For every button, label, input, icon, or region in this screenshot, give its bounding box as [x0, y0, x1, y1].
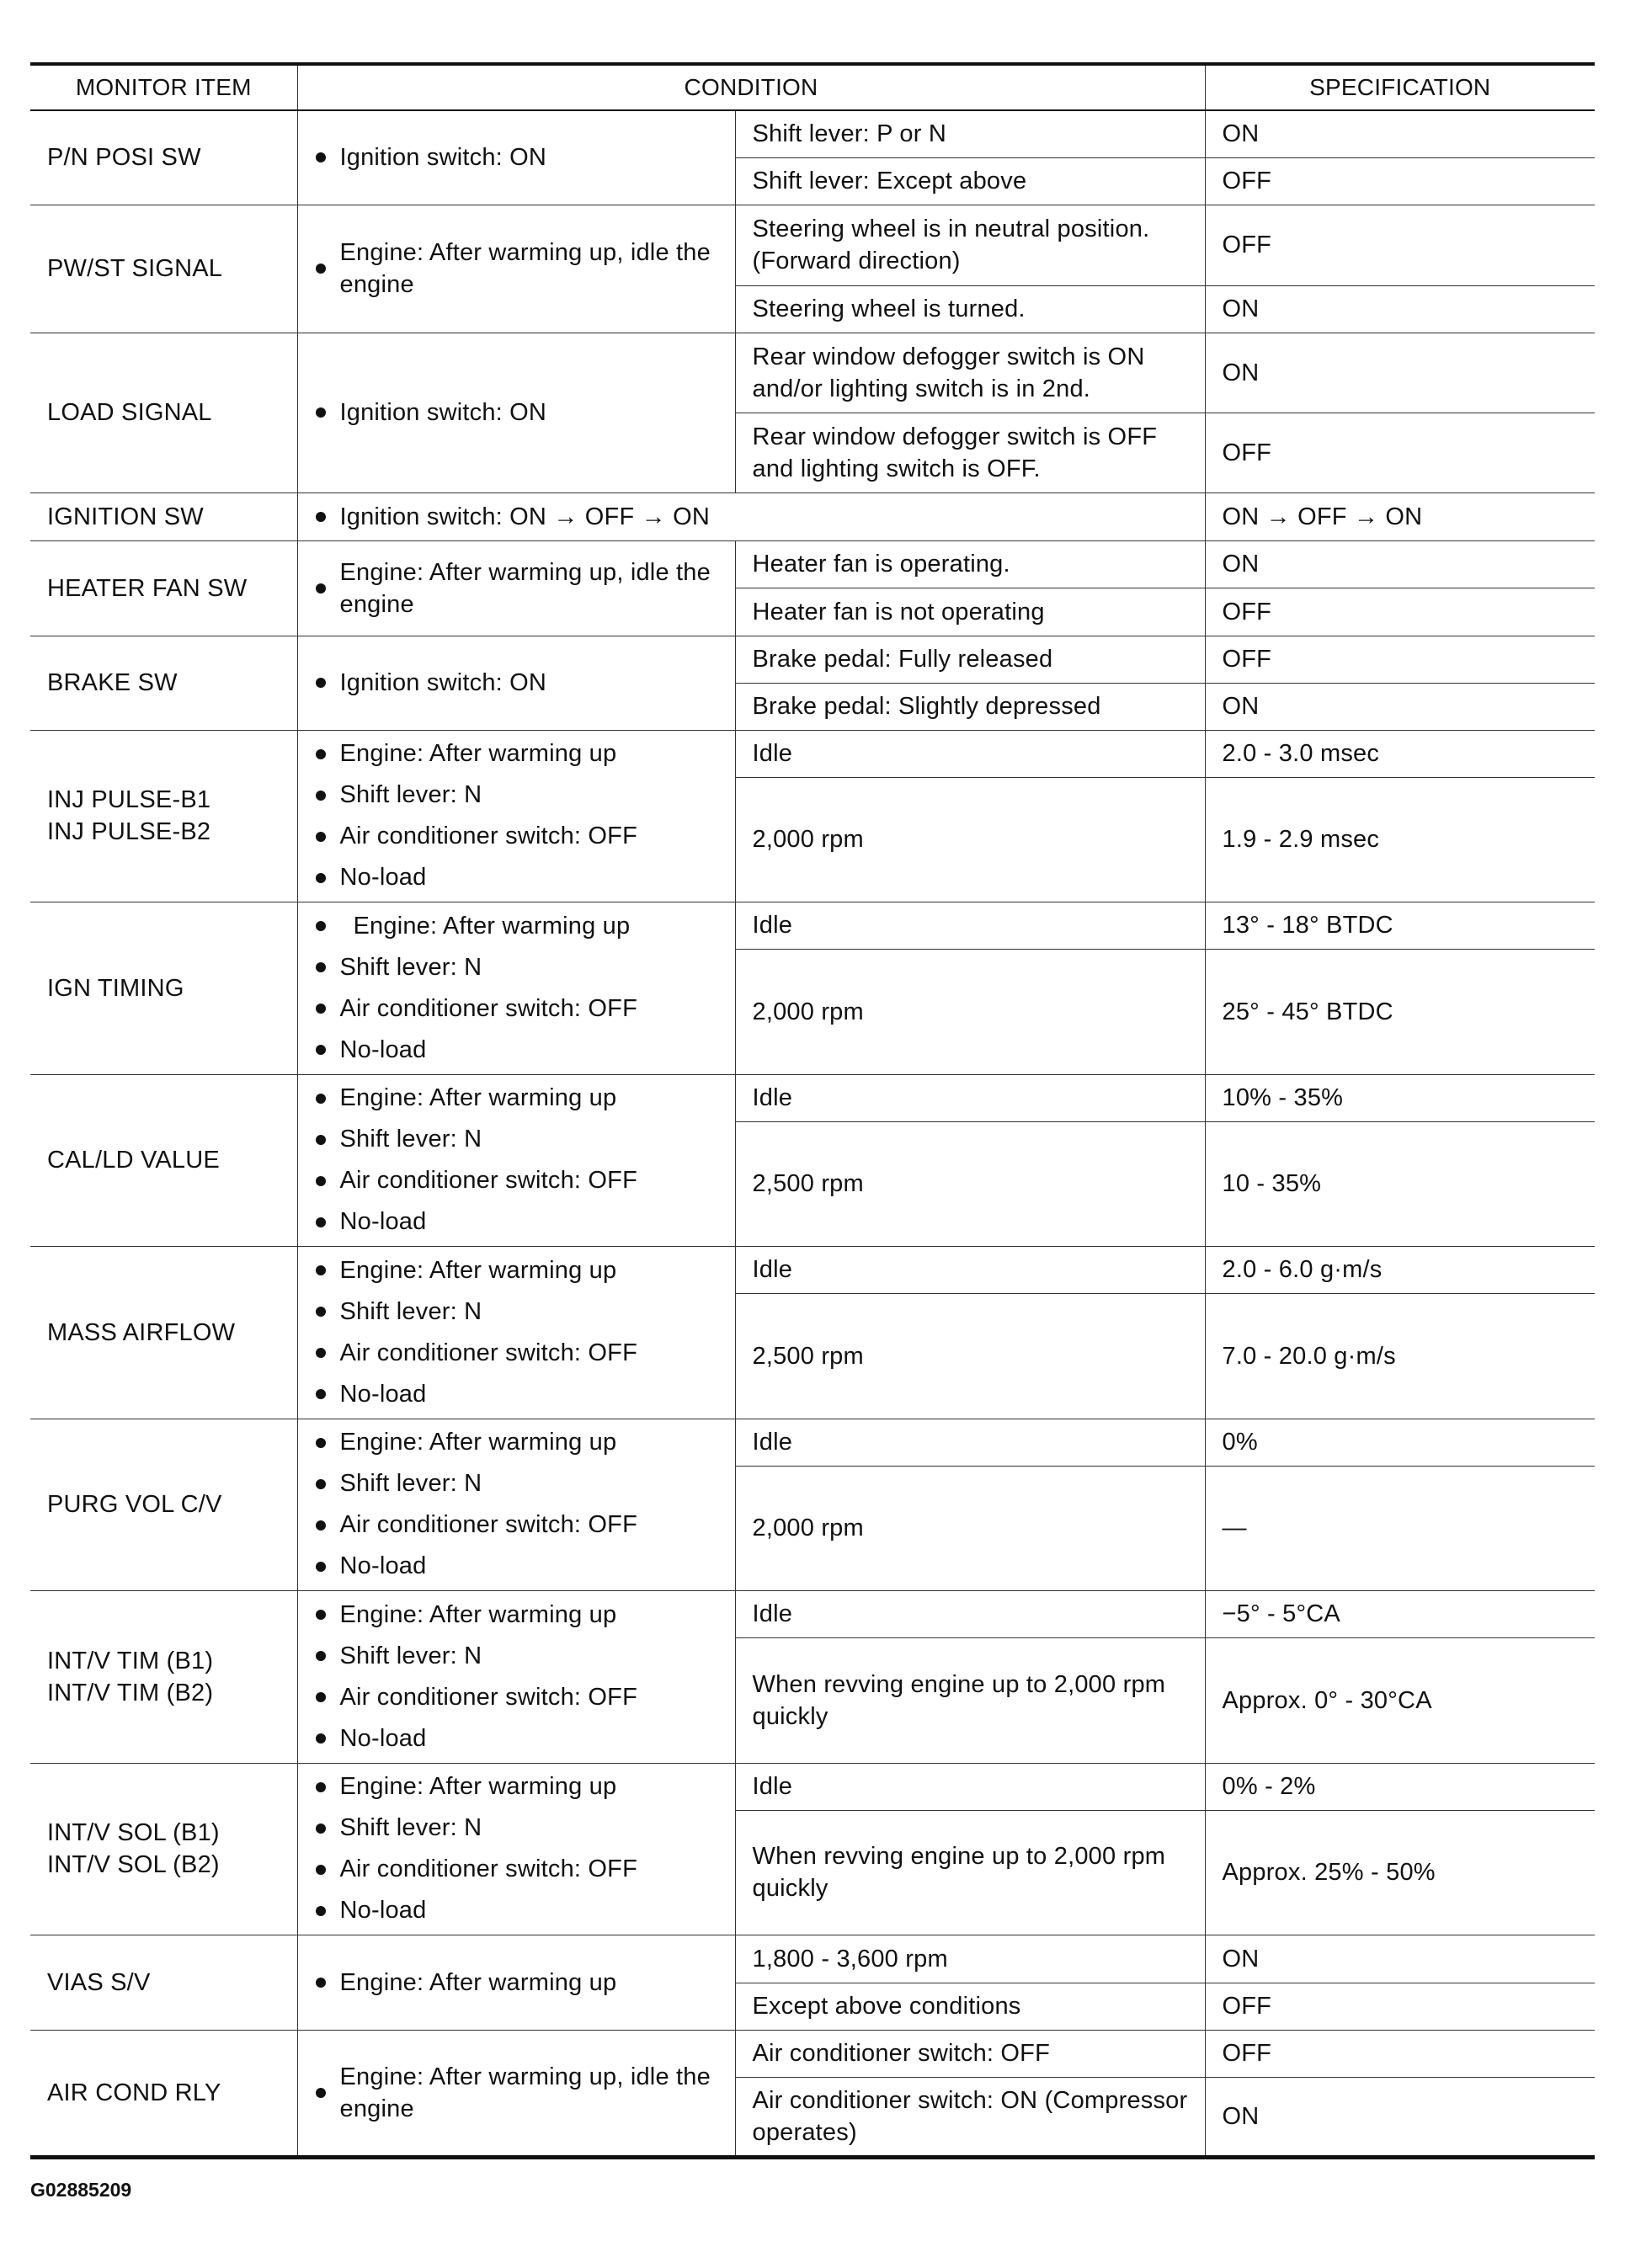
specification-cell: 25° - 45° BTDC	[1205, 949, 1595, 1074]
condition-bullet: Ignition switch: ON	[315, 397, 718, 429]
bullet-icon	[316, 1045, 326, 1055]
table-row	[30, 902, 1595, 949]
specification-cell: 7.0 - 20.0 g·m/s	[1205, 1293, 1595, 1419]
bullet-icon	[316, 1348, 326, 1358]
condition-bullet: Engine: After warming up	[315, 1967, 718, 1999]
condition-cell	[297, 2030, 735, 2157]
condition-cell	[297, 636, 735, 730]
specification-cell: ON	[1205, 1935, 1595, 1983]
monitor-item-table-sheet	[30, 62, 1595, 2159]
condition-bullet: Engine: After warming up	[315, 1422, 718, 1463]
table-row	[30, 1763, 1595, 1810]
condition-bullet: Ignition switch: ON	[315, 667, 718, 699]
sub-condition-cell: Except above conditions	[735, 1983, 1205, 2030]
specification-cell: ON	[1205, 110, 1595, 157]
condition-bullet: No-load	[315, 1374, 718, 1415]
condition-cell	[297, 1419, 735, 1590]
header-monitor-item: MONITOR ITEM	[30, 64, 297, 110]
monitor-item-cell	[30, 1763, 297, 1935]
monitor-item-label: VIAS S/V	[47, 1968, 151, 1996]
condition-cell	[297, 1074, 735, 1246]
condition-bullet: Engine: After warming up, idle the engine	[315, 2061, 718, 2125]
monitor-item-cell	[30, 636, 297, 730]
condition-cell	[297, 1763, 735, 1935]
bullet-icon	[316, 407, 326, 418]
sub-condition-cell: Idle	[735, 1590, 1205, 1637]
bullet-icon	[316, 1978, 326, 1988]
table-row	[30, 1074, 1595, 1121]
monitor-item-label: LOAD SIGNAL	[47, 399, 212, 426]
monitor-item-label: INJ PULSE-B2	[47, 818, 211, 845]
monitor-item-label: INJ PULSE-B1	[47, 786, 211, 813]
specification-cell: Approx. 25% - 50%	[1205, 1810, 1595, 1935]
table-row	[30, 2030, 1595, 2077]
specification-cell: OFF	[1205, 588, 1595, 636]
condition-bullet: Air conditioner switch: OFF	[315, 1504, 718, 1546]
bullet-icon	[316, 1438, 326, 1448]
specification-cell: —	[1205, 1466, 1595, 1590]
condition-cell	[297, 110, 735, 205]
condition-cell	[297, 205, 735, 333]
specification-cell: ON	[1205, 2077, 1595, 2157]
bullet-icon	[316, 1176, 326, 1186]
monitor-item-cell	[30, 1590, 297, 1763]
sub-condition-cell: 2,500 rpm	[735, 1293, 1205, 1419]
condition-cell	[297, 730, 735, 902]
specification-cell: OFF	[1205, 1983, 1595, 2030]
specification-cell: OFF	[1205, 157, 1595, 205]
condition-bullet: Engine: After warming up	[315, 1766, 718, 1807]
bullet-icon	[316, 678, 326, 688]
table-row	[30, 205, 1595, 285]
monitor-item-label: PW/ST SIGNAL	[47, 255, 223, 282]
bullet-icon	[316, 2088, 326, 2098]
table-row	[30, 492, 1595, 540]
table-row	[30, 636, 1595, 683]
bullet-icon	[316, 512, 326, 522]
sub-condition-cell: 1,800 - 3,600 rpm	[735, 1935, 1205, 1983]
condition-bullet: Engine: After warming up	[315, 1078, 718, 1119]
monitor-item-cell	[30, 1419, 297, 1590]
condition-bullet: Ignition switch: ON → OFF → ON	[315, 501, 1188, 533]
bullet-icon	[316, 1135, 326, 1145]
condition-bullet: No-load	[315, 1546, 718, 1587]
monitor-item-cell	[30, 2030, 297, 2157]
sub-condition-cell: 2,500 rpm	[735, 1121, 1205, 1246]
figure-id-label: G02885209	[30, 2179, 132, 2201]
monitor-item-label: INT/V SOL (B1)	[47, 1819, 220, 1846]
bullet-icon	[316, 264, 326, 274]
condition-bullet: Engine: After warming up	[315, 733, 718, 775]
bullet-icon	[316, 1865, 326, 1875]
sub-condition-cell: Steering wheel is turned.	[735, 285, 1205, 333]
monitor-item-cell	[30, 730, 297, 902]
bullet-icon	[316, 1651, 326, 1661]
condition-cell	[297, 492, 1205, 540]
bullet-icon	[316, 1479, 326, 1489]
monitor-item-label: PURG VOL C/V	[47, 1491, 222, 1518]
bullet-icon	[316, 1610, 326, 1620]
sub-condition-cell: Idle	[735, 730, 1205, 777]
sub-condition-cell: 2,000 rpm	[735, 1466, 1205, 1590]
condition-bullet: Engine: After warming up	[315, 1250, 718, 1291]
header-specification: SPECIFICATION	[1205, 64, 1595, 110]
condition-cell	[297, 1590, 735, 1763]
condition-cell	[297, 1935, 735, 2030]
sub-condition-cell: Heater fan is operating.	[735, 540, 1205, 588]
specification-cell: ON	[1205, 285, 1595, 333]
table-row	[30, 1935, 1595, 1983]
condition-bullet: No-load	[315, 1201, 718, 1243]
bullet-icon	[316, 749, 326, 759]
condition-bullet: Air conditioner switch: OFF	[315, 988, 718, 1030]
condition-bullet: No-load	[315, 1030, 718, 1071]
condition-bullet: Engine: After warming up, idle the engine	[315, 556, 718, 620]
table-row	[30, 1590, 1595, 1637]
monitor-item-cell	[30, 205, 297, 333]
sub-condition-cell: Brake pedal: Slightly depressed	[735, 683, 1205, 730]
monitor-item-label: INT/V TIM (B1)	[47, 1647, 214, 1674]
bullet-icon	[316, 1307, 326, 1317]
sub-condition-cell: Shift lever: Except above	[735, 157, 1205, 205]
bullet-icon	[316, 1520, 326, 1531]
specification-cell: OFF	[1205, 413, 1595, 492]
condition-bullet: Shift lever: N	[315, 1463, 718, 1504]
bullet-icon	[316, 1906, 326, 1916]
bullet-icon	[316, 1733, 326, 1744]
sub-condition-cell: Idle	[735, 1419, 1205, 1466]
specification-cell: 0%	[1205, 1419, 1595, 1466]
condition-bullet: Shift lever: N	[315, 1636, 718, 1677]
condition-bullet: Air conditioner switch: OFF	[315, 816, 718, 857]
specification-cell: OFF	[1205, 2030, 1595, 2077]
monitor-item-label: CAL/LD VALUE	[47, 1147, 220, 1174]
monitor-item-label: P/N POSI SW	[47, 144, 201, 172]
table-row	[30, 1419, 1595, 1466]
monitor-item-cell	[30, 540, 297, 636]
specification-cell: ON	[1205, 540, 1595, 588]
condition-bullet: Engine: After warming up	[315, 1595, 718, 1636]
condition-cell	[297, 902, 735, 1074]
specification-cell: ON	[1205, 683, 1595, 730]
sub-condition-cell: Idle	[735, 1763, 1205, 1810]
bullet-icon	[316, 1782, 326, 1792]
bullet-icon	[316, 1562, 326, 1572]
monitor-item-label: AIR COND RLY	[47, 2079, 221, 2106]
monitor-item-label: BRAKE SW	[47, 669, 178, 696]
sub-condition-cell: Rear window defogger switch is ON and/or lighting switch is in 2nd.	[735, 333, 1205, 413]
monitor-item-cell	[30, 1074, 297, 1246]
sub-condition-cell: Idle	[735, 902, 1205, 949]
sub-condition-cell: 2,000 rpm	[735, 777, 1205, 902]
sub-condition-cell: Air conditioner switch: ON (Compressor operates)	[735, 2077, 1205, 2157]
condition-bullet: Air conditioner switch: OFF	[315, 1333, 718, 1374]
specification-cell: 2.0 - 3.0 msec	[1205, 730, 1595, 777]
condition-bullet: Shift lever: N	[315, 1807, 718, 1849]
condition-bullet: Air conditioner switch: OFF	[315, 1160, 718, 1201]
bullet-icon	[316, 583, 326, 594]
condition-bullet: No-load	[315, 857, 718, 898]
table-row	[30, 333, 1595, 413]
table-row	[30, 540, 1595, 588]
condition-bullet: Shift lever: N	[315, 775, 718, 816]
condition-bullet: No-load	[315, 1890, 718, 1931]
monitor-item-label: IGNITION SW	[47, 503, 204, 530]
sub-condition-cell: Brake pedal: Fully released	[735, 636, 1205, 683]
sub-condition-cell: Shift lever: P or N	[735, 110, 1205, 157]
monitor-item-cell	[30, 1935, 297, 2030]
condition-bullet: Shift lever: N	[315, 1119, 718, 1160]
bullet-icon	[316, 1094, 326, 1104]
condition-cell	[297, 333, 735, 492]
table-header-row	[30, 64, 1595, 110]
sub-condition-cell: When revving engine up to 2,000 rpm quickly	[735, 1637, 1205, 1763]
bullet-icon	[316, 1823, 326, 1834]
specification-cell: Approx. 0° - 30°CA	[1205, 1637, 1595, 1763]
monitor-item-cell	[30, 902, 297, 1074]
condition-bullet: Air conditioner switch: OFF	[315, 1677, 718, 1718]
specification-cell: 10 - 35%	[1205, 1121, 1595, 1246]
condition-bullet: No-load	[315, 1718, 718, 1760]
bullet-icon	[316, 1004, 326, 1014]
sub-condition-cell: When revving engine up to 2,000 rpm quickly	[735, 1810, 1205, 1935]
table-row	[30, 1246, 1595, 1293]
monitor-item-cell	[30, 1246, 297, 1419]
sub-condition-cell: Steering wheel is in neutral position. (Forward direction)	[735, 205, 1205, 285]
condition-bullet: Air conditioner switch: OFF	[315, 1849, 718, 1890]
monitor-item-label: MASS AIRFLOW	[47, 1318, 236, 1346]
monitor-item-label: HEATER FAN SW	[47, 574, 248, 602]
specification-cell: 2.0 - 6.0 g·m/s	[1205, 1246, 1595, 1293]
specification-cell: OFF	[1205, 636, 1595, 683]
monitor-item-cell	[30, 333, 297, 492]
bullet-icon	[316, 1692, 326, 1702]
monitor-item-cell	[30, 492, 297, 540]
bullet-icon	[316, 791, 326, 801]
monitor-item-cell	[30, 110, 297, 205]
specification-cell: 1.9 - 2.9 msec	[1205, 777, 1595, 902]
header-condition: CONDITION	[297, 64, 1205, 110]
bullet-icon	[316, 832, 326, 842]
bullet-icon	[316, 962, 326, 972]
table-row	[30, 730, 1595, 777]
condition-cell	[297, 540, 735, 636]
sub-condition-cell: Idle	[735, 1074, 1205, 1121]
specification-cell: ON → OFF → ON	[1205, 492, 1595, 540]
condition-bullet: Ignition switch: ON	[315, 141, 718, 173]
bullet-icon	[316, 1265, 326, 1275]
condition-bullet: Shift lever: N	[315, 947, 718, 988]
bullet-icon	[316, 152, 326, 162]
condition-bullet: Shift lever: N	[315, 1291, 718, 1333]
specification-cell: 10% - 35%	[1205, 1074, 1595, 1121]
specification-cell: ON	[1205, 333, 1595, 413]
sub-condition-cell: Air conditioner switch: OFF	[735, 2030, 1205, 2077]
specification-cell: 0% - 2%	[1205, 1763, 1595, 1810]
monitor-item-table	[30, 62, 1595, 2159]
bullet-icon	[316, 873, 326, 883]
bullet-icon	[316, 1217, 326, 1227]
monitor-item-label: INT/V SOL (B2)	[47, 1851, 220, 1878]
bullet-icon	[316, 921, 326, 931]
sub-condition-cell: 2,000 rpm	[735, 949, 1205, 1074]
sub-condition-cell: Rear window defogger switch is OFF and lighting switch is OFF.	[735, 413, 1205, 492]
condition-cell	[297, 1246, 735, 1419]
specification-cell: 13° - 18° BTDC	[1205, 902, 1595, 949]
condition-bullet: Engine: After warming up	[315, 906, 718, 947]
bullet-icon	[316, 1389, 326, 1399]
specification-cell: OFF	[1205, 205, 1595, 285]
monitor-item-label: IGN TIMING	[47, 974, 184, 1002]
table-row	[30, 110, 1595, 157]
specification-cell: −5° - 5°CA	[1205, 1590, 1595, 1637]
sub-condition-cell: Idle	[735, 1246, 1205, 1293]
condition-bullet: Engine: After warming up, idle the engine	[315, 237, 718, 301]
sub-condition-cell: Heater fan is not operating	[735, 588, 1205, 636]
monitor-item-label: INT/V TIM (B2)	[47, 1679, 214, 1706]
